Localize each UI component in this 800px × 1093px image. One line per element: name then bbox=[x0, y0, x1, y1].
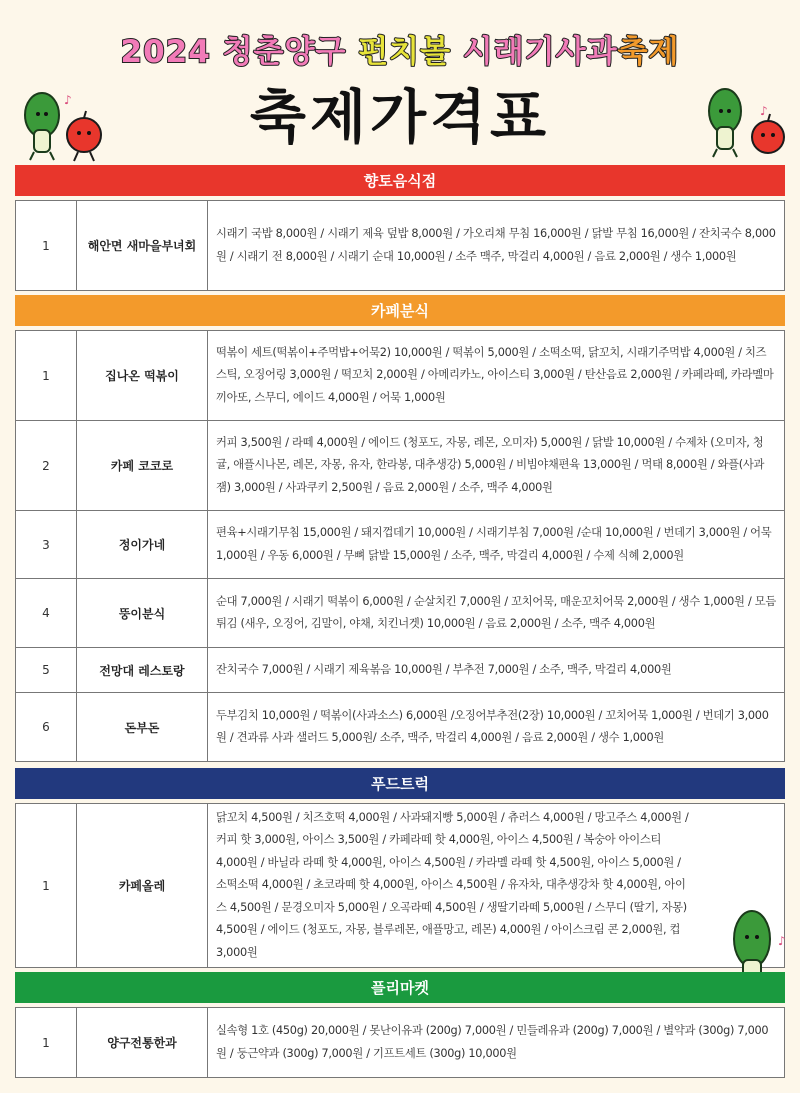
mascots-left-illustration bbox=[12, 90, 107, 165]
row-number: 1 bbox=[16, 331, 77, 420]
row-number: 4 bbox=[16, 579, 77, 647]
title-year: 2024 bbox=[120, 34, 211, 70]
vendor-name: 전망대 레스토랑 bbox=[77, 648, 208, 692]
table-cafe bbox=[15, 330, 785, 762]
section-header-cafe: 카페분식 bbox=[15, 295, 785, 326]
menu-prices: 편육+시래기무침 15,000원 / 돼지껍데기 10,000원 / 시래기부침 7,000원 /순대 10,000원 / 번데기 3,000원 / 어묵 1,000원 / 우동 6,000원 / 무뼈 닭발 15,000원 / 소주, 맥주, 막걸리 4,000원 / 수제 식혜 2,000원 bbox=[208, 511, 785, 578]
menu-prices: 닭꼬치 4,500원 / 치즈호떡 4,000원 / 사과돼지빵 5,000원 / 츄러스 4,000원 / 망고주스 4,000원 / 커피 핫 3,000원, 아이스 3,500원 / 카페라떼 핫 4,000원, 아이스 4,500원 / 복숭아 아이스티 4,000원 / 바닐라 라떼 핫 4,000원, 아이스 4,500원 / 카라멜 라떼 핫 4,500원, 아이스 5,000원 / 소떡소떡 4,000원 / 초코라떼 핫 4,000원, 아이스 4,500원 / 유자차, 대추생강차 핫 4,000원, 아이스 4,500원 / 문경오미자 5,000원 / 오곡라떼 4,500원 / 생딸기라떼 5,000원 / 스무디 (딸기, 자몽) 4,500원 / 에이드 (청포도, 자몽, 블루레몬, 애플망고, 레몬) 4,000원 / 아이스크림 콘 2,000원, 컵 3,000원 bbox=[208, 804, 785, 967]
menu-prices: 떡볶이 세트(떡볶이+주먹밥+어묵2) 10,000원 / 떡볶이 5,000원 / 소떡소떡, 닭꼬치, 시래기주먹밥 4,000원 / 치즈스틱, 오징어링 3,000원 / 떡꼬치 2,000원 / 아메리카노, 아이스티 3,000원 / 탄산음료 2,000원 / 카페라떼, 카라멜마끼아또, 스무디, 에이드 4,000원 / 어묵 1,000원 bbox=[208, 331, 785, 420]
table-row bbox=[16, 579, 785, 648]
row-number: 5 bbox=[16, 648, 77, 692]
title-part3: 시래기사과 bbox=[462, 34, 618, 70]
table-row bbox=[16, 331, 785, 421]
row-number: 6 bbox=[16, 693, 77, 761]
title-part2: 펀치볼 bbox=[358, 34, 452, 70]
vendor-name: 해안면 새마을부녀회 bbox=[77, 201, 208, 290]
vendor-name: 양구전통한과 bbox=[77, 1008, 208, 1077]
menu-prices: 잔치국수 7,000원 / 시래기 제육볶음 10,000원 / 부추전 7,000원 / 소주, 맥주, 막걸리 4,000원 bbox=[208, 648, 785, 692]
table-foodtruck bbox=[15, 803, 785, 968]
section-header-fleamarket: 플리마켓 bbox=[15, 972, 785, 1003]
apple-mascot-icon bbox=[752, 114, 784, 153]
row-number: 1 bbox=[16, 201, 77, 290]
menu-prices: 순대 7,000원 / 시래기 떡볶이 6,000원 / 순살치킨 7,000원 / 꼬치어묵, 매운꼬치어묵 2,000원 / 생수 1,000원 / 모듬튀김 (새우, 오징어, 김말이, 야채, 치킨너겟) 10,000원 / 음료 2,000원 / 소주, 맥주 4,000원 bbox=[208, 579, 785, 647]
table-fleamarket bbox=[15, 1007, 785, 1078]
row-number: 3 bbox=[16, 511, 77, 578]
title-part1: 청춘양구 bbox=[222, 34, 347, 70]
festival-title bbox=[0, 26, 800, 71]
table-row bbox=[16, 648, 785, 693]
table-row bbox=[16, 421, 785, 511]
table-row bbox=[16, 1008, 785, 1078]
vendor-name: 돈부돈 bbox=[77, 693, 208, 761]
vendor-name: 카페올레 bbox=[77, 804, 208, 967]
music-note-icon: ♪ bbox=[64, 93, 72, 107]
row-number: 2 bbox=[16, 421, 77, 510]
page-title: 축제가격표 bbox=[249, 83, 551, 151]
vendor-name: 카페 코코로 bbox=[77, 421, 208, 510]
row-number: 1 bbox=[16, 1008, 77, 1077]
section-header-hyangto: 향토음식점 bbox=[15, 165, 785, 196]
mascots-right-illustration bbox=[700, 85, 795, 165]
header bbox=[0, 0, 800, 165]
apple-mascot-icon bbox=[67, 111, 101, 161]
svg-text:♪: ♪ bbox=[778, 934, 786, 948]
menu-prices: 시래기 국밥 8,000원 / 시래기 제육 덮밥 8,000원 / 가오리채 무침 16,000원 / 닭발 무침 16,000원 / 잔치국수 8,000원 / 시래기 전 8,000원 / 시래기 순대 10,000원 / 소주 맥주, 막걸리 4,000원 / 음료 2,000원 / 생수 1,000원 bbox=[208, 201, 785, 290]
table-row bbox=[16, 693, 785, 762]
menu-prices: 커피 3,500원 / 라떼 4,000원 / 에이드 (청포도, 자몽, 레몬, 오미자) 5,000원 / 닭발 10,000원 / 수제차 (오미자, 청귤, 애플시나몬, 레몬, 자몽, 유자, 한라봉, 대추생강) 5,000원 / 비빔야채편육 13,000원 / 먹태 8,000원 / 와플(사과잼) 3,000원 / 사과쿠키 2,500원 / 음료 2,000원 / 소주, 맥주 4,000원 bbox=[208, 421, 785, 510]
vendor-name: 집나온 떡볶이 bbox=[77, 331, 208, 420]
vendor-name: 뚱이분식 bbox=[77, 579, 208, 647]
radish-leaf-mascot-icon bbox=[709, 89, 741, 157]
row-number: 1 bbox=[16, 804, 77, 967]
table-row bbox=[16, 201, 785, 291]
table-row bbox=[16, 511, 785, 579]
menu-prices: 실속형 1호 (450g) 20,000원 / 못난이유과 (200g) 7,000원 / 민들레유과 (200g) 7,000원 / 별약과 (300g) 7,000원 / 둥근약과 (300g) 7,000원 / 기프트세트 (300g) 10,000원 bbox=[208, 1008, 785, 1077]
menu-prices: 두부김치 10,000원 / 떡볶이(사과소스) 6,000원 /오징어부추전(2장) 10,000원 / 꼬치어묵 1,000원 / 번데기 3,000원 / 견과류 사과 샐러드 5,000원/ 소주, 맥주, 막걸리 4,000원 / 음료 2,000원 / 생수 1,000원 bbox=[208, 693, 785, 761]
section-header-foodtruck: 푸드트럭 bbox=[15, 768, 785, 799]
vendor-name: 정이가네 bbox=[77, 511, 208, 578]
table-hyangto bbox=[15, 200, 785, 291]
music-note-icon: ♪ bbox=[760, 104, 768, 118]
radish-leaf-mascot-icon bbox=[25, 93, 59, 160]
title-part4: 축제 bbox=[617, 34, 680, 70]
table-row bbox=[16, 804, 785, 968]
